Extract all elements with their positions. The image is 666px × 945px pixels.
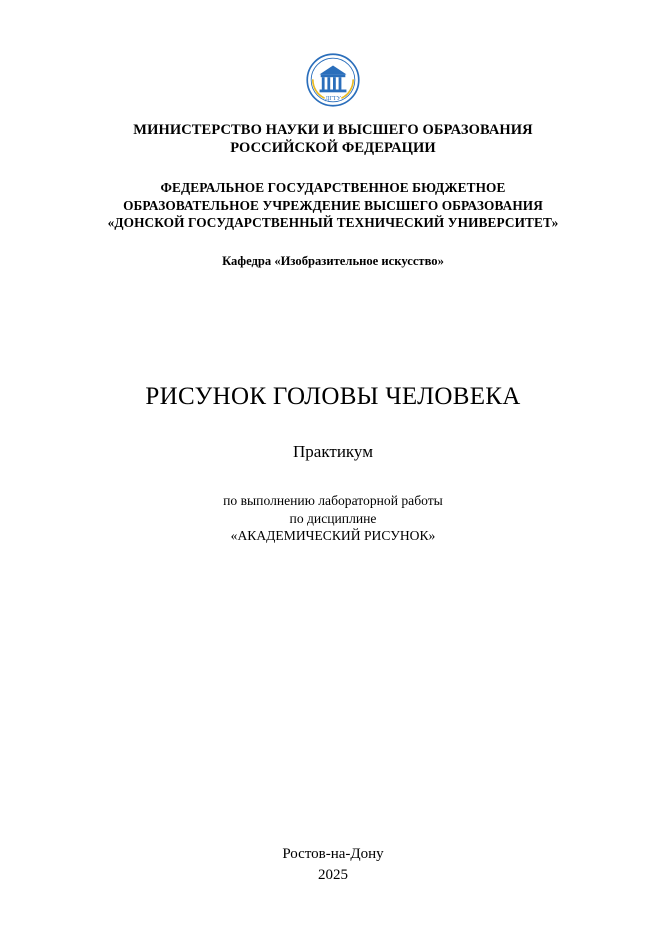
publication-footer [0, 844, 666, 886]
purpose-line-3: «АКАДЕМИЧЕСКИЙ РИСУНОК» [230, 528, 436, 544]
purpose-line-2: по дисциплине [289, 510, 377, 526]
ministry-line-2: РОССИЙСКОЙ ФЕДЕРАЦИИ [230, 139, 436, 156]
department-name: Кафедра «Изобразительное искусство» [222, 254, 444, 269]
institution-line-1: ФЕДЕРАЛЬНОЕ ГОСУДАРСТВЕННОЕ БЮДЖЕТНОЕ [160, 180, 506, 196]
institution-heading [108, 179, 559, 231]
ministry-heading [133, 122, 532, 157]
document-subtitle: Практикум [293, 441, 373, 461]
dstu-university-emblem-icon [305, 52, 361, 108]
publication-year: 2025 [318, 866, 348, 883]
purpose-line-1: по выполнению лабораторной работы [223, 492, 443, 508]
institution-line-2: ОБРАЗОВАТЕЛЬНОЕ УЧРЕЖДЕНИЕ ВЫСШЕГО ОБРАЗОВАНИЯ [123, 197, 543, 213]
svg-text:ДГТУ: ДГТУ [325, 96, 341, 103]
document-purpose [223, 492, 443, 546]
publication-city: Ростов-на-Дону [282, 845, 384, 862]
document-title: РИСУНОК ГОЛОВЫ ЧЕЛОВЕКА [145, 382, 521, 410]
institution-line-3: «ДОНСКОЙ ГОСУДАРСТВЕННЫЙ ТЕХНИЧЕСКИЙ УНИВЕРСИТЕТ» [107, 214, 559, 230]
ministry-line-1: МИНИСТЕРСТВО НАУКИ И ВЫСШЕГО ОБРАЗОВАНИЯ [133, 122, 533, 138]
